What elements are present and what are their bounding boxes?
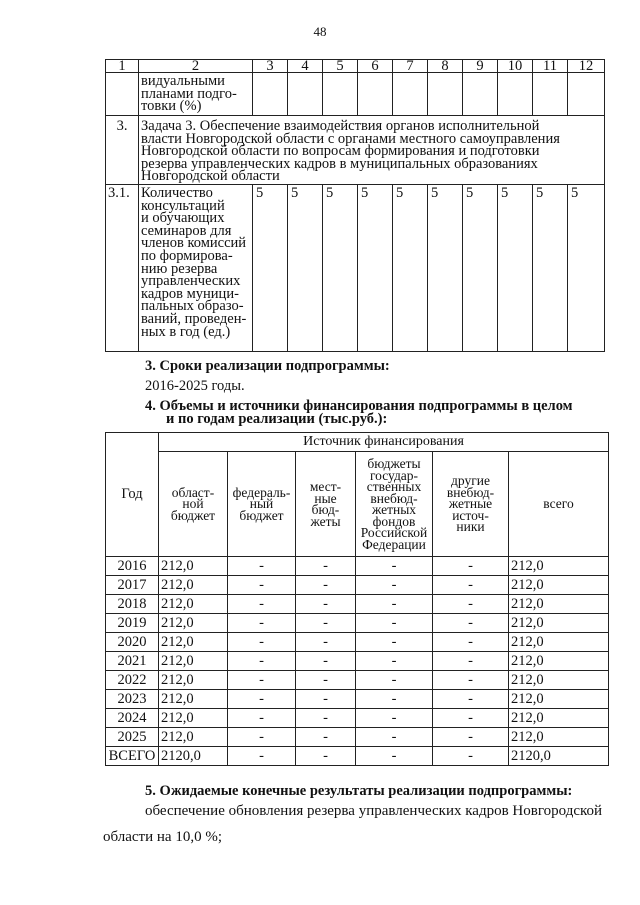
column-number: 11 xyxy=(533,60,568,73)
indicator-value: 5 xyxy=(323,185,358,352)
header-line: жетных xyxy=(371,502,417,517)
column-number: 6 xyxy=(358,60,393,73)
name-line: ваний, проведен- xyxy=(141,310,247,327)
header-line: жетные xyxy=(448,496,493,512)
financing-table xyxy=(105,432,609,766)
indicator-value: 5 xyxy=(393,185,428,352)
name-line: членов комиссий xyxy=(141,235,247,252)
page-number: 48 xyxy=(313,24,327,39)
section-4-heading-line-1: 4. Объемы и источники финансирования подпрограммы в целом xyxy=(145,398,573,414)
task-line: Новгородской области xyxy=(141,168,280,185)
funds-cell: - xyxy=(356,576,433,595)
indicator-value: 5 xyxy=(533,185,568,352)
table-row xyxy=(106,557,609,576)
regional-cell: 212,0 xyxy=(159,595,228,614)
value-cell xyxy=(533,73,568,116)
federal-cell: - xyxy=(228,633,296,652)
total-cell: 212,0 xyxy=(509,614,609,633)
indicator-row xyxy=(106,185,605,352)
header-line: бюджет xyxy=(239,507,284,523)
indicator-table xyxy=(105,59,605,352)
total-header xyxy=(509,452,609,557)
funds-cell: - xyxy=(356,652,433,671)
header-line: всего xyxy=(543,496,574,512)
column-number: 7 xyxy=(393,60,428,73)
header-line: внебюд- xyxy=(446,484,495,500)
name-line: пальных образо- xyxy=(141,298,244,315)
column-number: 2 xyxy=(139,60,253,73)
year-cell: 2019 xyxy=(106,614,159,633)
name-line: семинаров для xyxy=(141,222,232,239)
column-number: 9 xyxy=(463,60,498,73)
header-line: государ- xyxy=(369,467,419,483)
column-number: 10 xyxy=(498,60,533,73)
task-line: Задача 3. Обеспечение взаимодействия органов исполнительной xyxy=(141,118,540,134)
year-header: Год xyxy=(106,433,159,557)
column-number-row xyxy=(106,60,605,73)
name-line: Количество xyxy=(141,185,213,201)
table-row xyxy=(106,633,609,652)
total-cell: 2120,0 xyxy=(509,747,609,766)
continuation-row xyxy=(106,73,605,116)
regional-cell: 2120,0 xyxy=(159,747,228,766)
name-line: консультаций xyxy=(141,197,225,214)
task-row xyxy=(106,116,605,185)
funds-cell: - xyxy=(356,557,433,576)
header-line: ные xyxy=(314,490,337,506)
other-cell: - xyxy=(433,576,509,595)
other-cell: - xyxy=(433,614,509,633)
federal-cell: - xyxy=(228,652,296,671)
indicator-value: 5 xyxy=(463,185,498,352)
source-header: Источник финансирования xyxy=(159,433,609,452)
name-line: планами подго- xyxy=(141,85,237,102)
other-cell: - xyxy=(433,633,509,652)
total-cell: 212,0 xyxy=(509,652,609,671)
column-number: 3 xyxy=(253,60,288,73)
other-cell: - xyxy=(433,728,509,747)
local-cell: - xyxy=(296,595,356,614)
column-number: 5 xyxy=(323,60,358,73)
header-line: мест- xyxy=(309,479,342,494)
column-header-row xyxy=(106,452,609,557)
funds-cell: - xyxy=(356,690,433,709)
year-cell: 2022 xyxy=(106,671,159,690)
total-cell: 212,0 xyxy=(509,595,609,614)
header-line: жеты xyxy=(310,513,341,529)
funds-cell: - xyxy=(356,595,433,614)
name-line: по формирова- xyxy=(141,247,233,264)
header-line: ной xyxy=(182,496,204,512)
value-cell xyxy=(463,73,498,116)
regional-budget-header xyxy=(159,452,228,557)
regional-cell: 212,0 xyxy=(159,633,228,652)
table-row xyxy=(106,576,609,595)
task-text xyxy=(139,116,605,185)
other-cell: - xyxy=(433,690,509,709)
table-row xyxy=(106,652,609,671)
regional-cell: 212,0 xyxy=(159,690,228,709)
extrabudgetary-funds-header xyxy=(356,452,433,557)
regional-cell: 212,0 xyxy=(159,671,228,690)
other-cell: - xyxy=(433,595,509,614)
header-line: бюд- xyxy=(311,502,340,517)
name-line: кадров муници- xyxy=(141,285,239,302)
year-cell: 2023 xyxy=(106,690,159,709)
federal-cell: - xyxy=(228,728,296,747)
local-cell: - xyxy=(296,557,356,576)
table-row xyxy=(106,728,609,747)
table-row xyxy=(106,595,609,614)
other-cell: - xyxy=(433,709,509,728)
indicator-value: 5 xyxy=(568,185,605,352)
indicator-number: 3.1. xyxy=(106,185,139,352)
funds-cell: - xyxy=(356,709,433,728)
local-cell: - xyxy=(296,614,356,633)
section-5-text-line-2: области на 10,0 %; xyxy=(103,829,222,845)
value-cell xyxy=(568,73,605,116)
federal-budget-header xyxy=(228,452,296,557)
year-cell: 2024 xyxy=(106,709,159,728)
total-cell: 212,0 xyxy=(509,728,609,747)
value-cell xyxy=(393,73,428,116)
section-5-heading: 5. Ожидаемые конечные результаты реализации подпрограммы: xyxy=(145,783,573,799)
task-line: власти Новгородской области с органами местного самоуправления xyxy=(141,130,560,147)
value-cell xyxy=(323,73,358,116)
name-line: ных в год (ед.) xyxy=(141,323,231,340)
name-line: товки (%) xyxy=(141,98,202,115)
regional-cell: 212,0 xyxy=(159,557,228,576)
regional-cell: 212,0 xyxy=(159,576,228,595)
section-3-heading: 3. Сроки реализации подпрограммы: xyxy=(145,358,390,374)
value-cell xyxy=(253,73,288,116)
header-line: бюджеты xyxy=(367,456,421,471)
funds-cell: - xyxy=(356,633,433,652)
other-sources-header xyxy=(433,452,509,557)
indicator-value: 5 xyxy=(358,185,393,352)
regional-cell: 212,0 xyxy=(159,709,228,728)
federal-cell: - xyxy=(228,557,296,576)
other-cell: - xyxy=(433,747,509,766)
funds-cell: - xyxy=(356,671,433,690)
local-cell: - xyxy=(296,709,356,728)
funds-cell: - xyxy=(356,747,433,766)
header-line: Федерации xyxy=(362,536,426,552)
header-line: област- xyxy=(171,484,215,500)
year-cell: 2025 xyxy=(106,728,159,747)
indicator-value: 5 xyxy=(253,185,288,352)
name-line: управленческих xyxy=(141,273,241,290)
local-cell: - xyxy=(296,633,356,652)
section-4-heading-line-2: и по годам реализации (тыс.руб.): xyxy=(166,411,388,427)
local-cell: - xyxy=(296,747,356,766)
table-row xyxy=(106,690,609,709)
column-number: 4 xyxy=(288,60,323,73)
task-line: Новгородской области по вопросам формирования и подготовки xyxy=(141,143,540,160)
header-line: ственных xyxy=(366,479,422,494)
table-row xyxy=(106,671,609,690)
header-line: другие xyxy=(451,473,490,489)
funds-cell: - xyxy=(356,614,433,633)
column-number: 1 xyxy=(106,60,139,73)
local-cell: - xyxy=(296,576,356,595)
header-line: ный xyxy=(249,496,274,512)
total-cell: 212,0 xyxy=(509,690,609,709)
indicator-value: 5 xyxy=(428,185,463,352)
year-cell: 2018 xyxy=(106,595,159,614)
year-cell: 2020 xyxy=(106,633,159,652)
local-cell: - xyxy=(296,671,356,690)
indicator-value: 5 xyxy=(288,185,323,352)
federal-cell: - xyxy=(228,671,296,690)
name-line: нию резерва xyxy=(141,260,218,277)
task-line: резерва управленческих кадров в муниципальных образованиях xyxy=(141,155,538,172)
column-number: 12 xyxy=(568,60,605,73)
regional-cell: 212,0 xyxy=(159,728,228,747)
federal-cell: - xyxy=(228,747,296,766)
federal-cell: - xyxy=(228,709,296,728)
name-line: и обучающих xyxy=(141,210,225,227)
header-line: Российской xyxy=(360,525,428,540)
header-line: источ- xyxy=(452,507,489,523)
column-number: 8 xyxy=(428,60,463,73)
value-cell xyxy=(358,73,393,116)
value-cell xyxy=(428,73,463,116)
federal-cell: - xyxy=(228,576,296,595)
regional-cell: 212,0 xyxy=(159,614,228,633)
year-cell: 2016 xyxy=(106,557,159,576)
year-cell: ВСЕГО xyxy=(106,747,159,766)
funds-cell: - xyxy=(356,728,433,747)
table-row xyxy=(106,747,609,766)
other-cell: - xyxy=(433,557,509,576)
total-cell: 212,0 xyxy=(509,671,609,690)
name-line: видуальными xyxy=(141,73,225,89)
value-cell xyxy=(288,73,323,116)
task-number: 3. xyxy=(106,116,139,185)
section-3-text: 2016-2025 годы. xyxy=(145,378,245,394)
header-line: федераль- xyxy=(232,484,291,500)
federal-cell: - xyxy=(228,595,296,614)
other-cell: - xyxy=(433,652,509,671)
value-cell xyxy=(498,73,533,116)
year-cell: 2021 xyxy=(106,652,159,671)
year-cell: 2017 xyxy=(106,576,159,595)
header-line: бюджет xyxy=(170,507,216,523)
total-cell: 212,0 xyxy=(509,633,609,652)
indicator-value: 5 xyxy=(498,185,533,352)
header-line: ники xyxy=(456,519,485,535)
total-cell: 212,0 xyxy=(509,576,609,595)
federal-cell: - xyxy=(228,614,296,633)
section-5-text-line-1: обеспечение обновления резерва управленческих кадров Новгородской xyxy=(145,803,603,819)
local-cell: - xyxy=(296,690,356,709)
regional-cell: 212,0 xyxy=(159,652,228,671)
local-cell: - xyxy=(296,652,356,671)
row-number xyxy=(106,73,139,116)
table-row xyxy=(106,709,609,728)
header-line: внебюд- xyxy=(370,490,418,506)
header-line: фондов xyxy=(372,513,416,529)
indicator-name xyxy=(139,73,253,116)
federal-cell: - xyxy=(228,690,296,709)
total-cell: 212,0 xyxy=(509,709,609,728)
local-budgets-header xyxy=(296,452,356,557)
indicator-name xyxy=(139,185,253,352)
table-row xyxy=(106,614,609,633)
local-cell: - xyxy=(296,728,356,747)
other-cell: - xyxy=(433,671,509,690)
total-cell: 212,0 xyxy=(509,557,609,576)
